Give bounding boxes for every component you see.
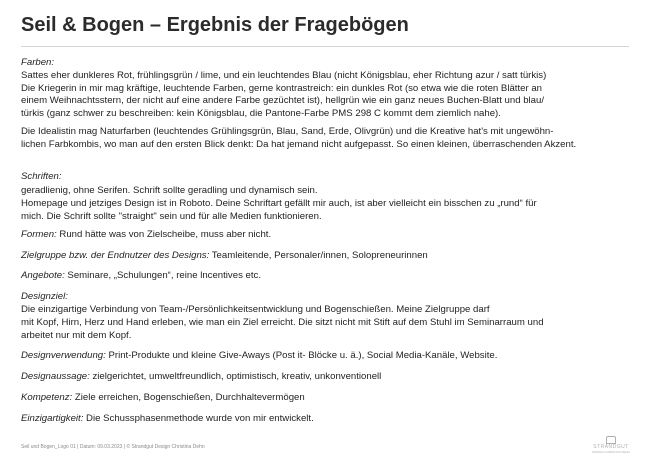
formen-text: Rund hätte was von Zielscheibe, muss aber nicht. [56,228,272,240]
section-schriften [21,171,633,224]
designziel-line: mit Kopf, Hirn, Herz und Hand erleben, wie man ein Ziel erreicht. Die sitzt nicht mit Stift auf dem Stuhl im Seminarraum und [21,316,544,328]
designziel-line: arbeitet nur mit dem Kopf. [21,329,132,341]
designaussage-line [21,371,633,384]
farben-line: einem Weihnachtsstern, der nicht auf eine andere Farbe gezüchtet ist), hellgrün wie ein ganz neues Buchen-Blatt und blau/ [21,95,544,107]
einzigartigkeit-text: Die Schussphasenmethode wurde von mir entwickelt. [83,412,314,424]
designziel-paragraph [21,304,633,342]
schriften-line: Homepage und jetziges Design ist in Roboto. Deine Schriftart gefällt mir auch, ist aber vielleicht ein bisschen zu „rund“ für [21,198,537,210]
farben-paragraph-2 [21,126,633,152]
zielgruppe-line [21,250,633,263]
angebote-label: Angebote: [21,270,65,282]
farben-line: Die Kriegerin in mir mag kräftige, leuchtende Farben, gerne kontrastreich: ein dunkles Rot (so etwa wie die roten Blätter an [21,82,542,94]
logo-subtitle: DESIGN CHRISTINA DEHN [592,450,630,454]
farben-heading: Farben: [21,57,55,68]
section-farben [21,57,633,152]
kompetenz-line [21,392,633,405]
page-footer: Seil und Bogen_Logo 01 | Datum: 09.03.2023 | © Strandgut Design Christina Dehn [21,444,205,450]
designziel-heading: Designziel: [21,291,68,303]
designverwendung-text: Print-Produkte und kleine Give-Aways (Post it- Blöcke u. ä.), Social Media-Kanäle, Website. [105,350,498,362]
zielgruppe-label: Zielgruppe bzw. der Endnutzer des Designs: [21,249,210,261]
farben-paragraph-1 [21,70,633,121]
kompetenz-label: Kompetenz: [21,391,73,403]
designverwendung-line [21,350,633,363]
schriften-line: geradlienig, ohne Serifen. Schrift sollte geradling und dynamisch sein. [21,185,318,197]
schriften-heading: Schriften: [21,170,62,182]
designverwendung-label: Designverwendung: [21,350,106,362]
farben-line: türkis (ganz schwer zu beschreiben: kein Königsblau, die Pantone-Farbe PMS 298 C kommt dem ziemlich nahe). [21,108,501,120]
angebote-line [21,270,633,283]
einzigartigkeit-line [21,413,633,426]
kompetenz-text: Ziele erreichen, Bogenschießen, Durchhaltevermögen [72,391,305,403]
zielgruppe-text: Teamleitende, Personaler/innen, Solopreneurinnen [209,249,428,261]
schriften-line: mich. Die Schrift sollte "straight" sein und für alle Medien funktionieren. [21,210,322,222]
strandgut-logo [592,436,630,454]
einzigartigkeit-label: Einzigartigkeit: [21,412,84,424]
title-divider [21,46,629,47]
designziel-line: Die einzigartige Verbindung von Team-/Persönlichkeitsentwicklung und Bogenschießen. Meine Zielgruppe darf [21,303,490,315]
designaussage-label: Designaussage: [21,371,90,383]
document-body [21,57,633,426]
schriften-paragraph [21,185,633,223]
formen-line [21,229,633,242]
farben-line: Die Idealistin mag Naturfarben (leuchtendes Grühlingsgrün, Blau, Sand, Erde, Olivgrün) und die Kreative hat's mit ungewöhn- [21,125,554,137]
farben-line: Sattes eher dunkleres Rot, frühlingsgrün / lime, und ein leuchtendes Blau (nicht Königsblau, eher Richtung azur / satt türkis) [21,69,547,81]
farben-line: lichen Farbkombis, wo man auf den ersten Blick denkt: Da hat jemand nicht aufgepasst. So einen kleinen, überraschenden Akzent. [21,138,577,150]
section-designziel [21,291,633,342]
logo-mark-icon [606,436,616,444]
logo-name: STRANDGUT [593,444,629,450]
page-title: Seil & Bogen – Ergebnis der Fragebögen [21,14,409,36]
designaussage-text: zielgerichtet, umweltfreundlich, optimistisch, kreativ, unkonventionell [89,371,382,383]
formen-label: Formen: [21,228,57,240]
angebote-text: Seminare, „Schulungen“, reine lncentives etc. [64,270,261,282]
